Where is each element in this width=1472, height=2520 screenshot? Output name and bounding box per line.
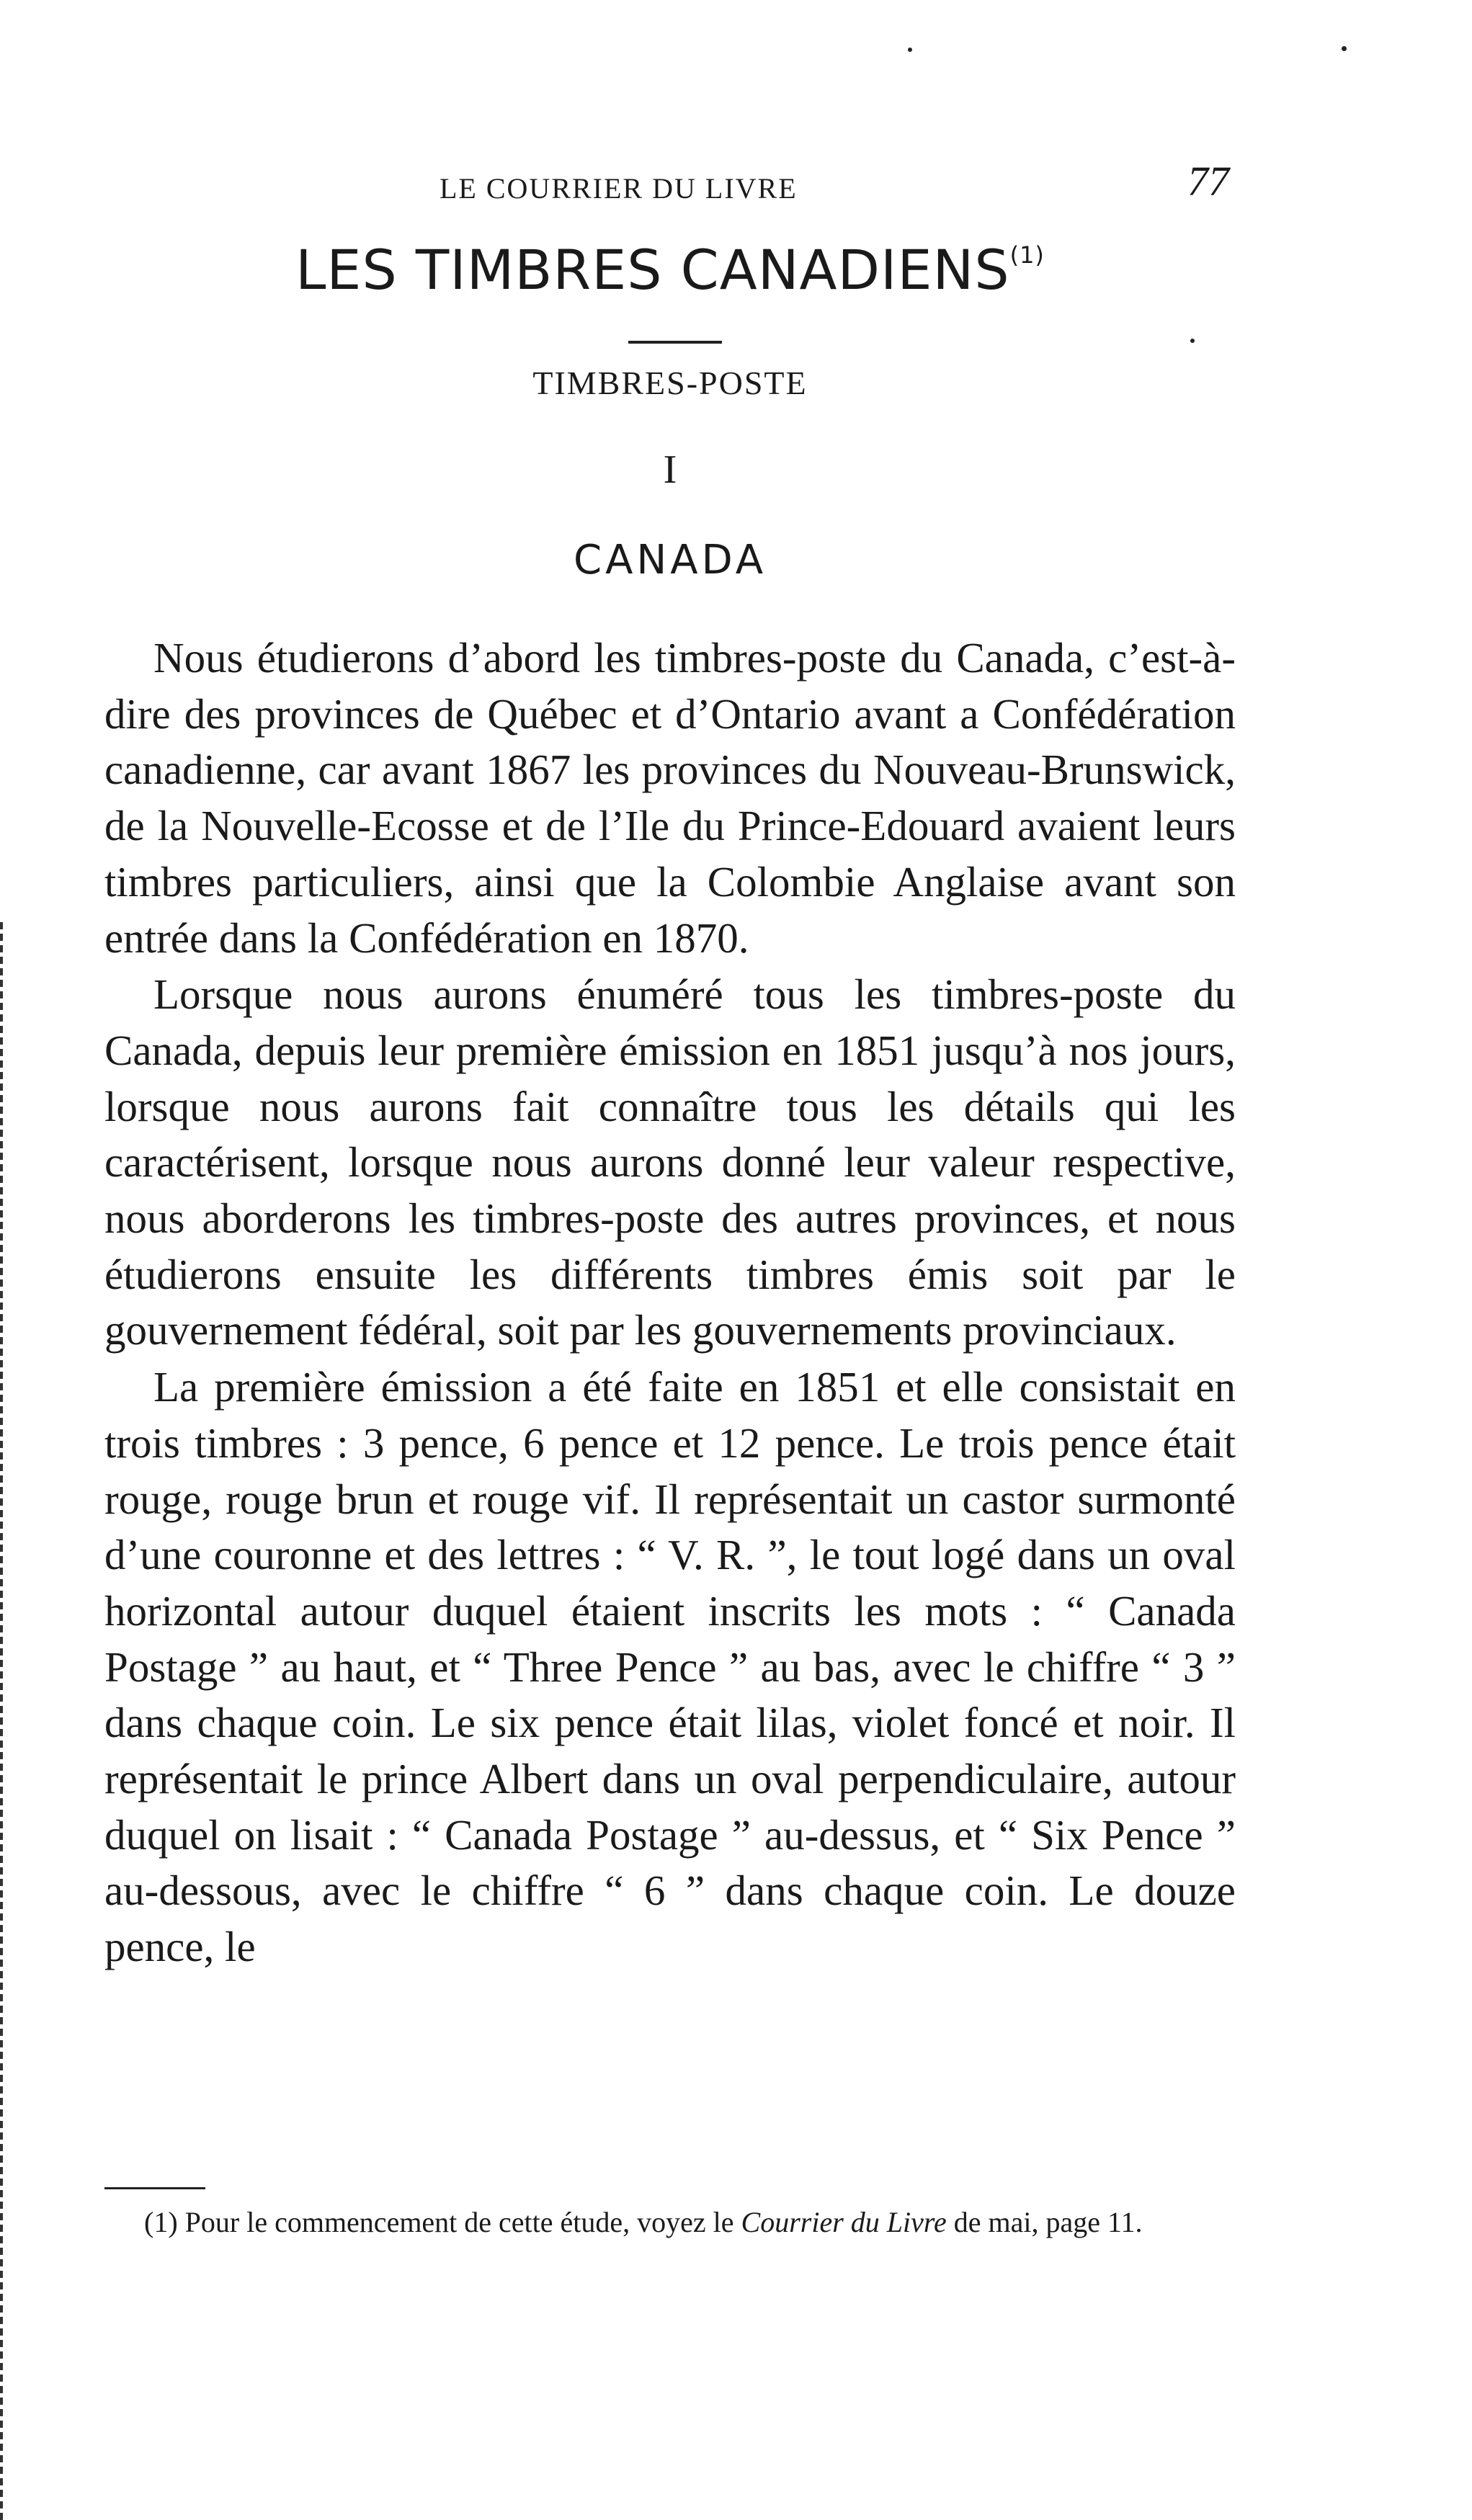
paragraph: Nous étudierons d’abord les timbres-poste du Canada, c’est-à-dire des provinces de Québec et d’Ontario avant a Confédération canadienne, car avant 1867 les provinces du Nouveau-Brunswick, de la Nouvelle-Ecosse et de l’Ile du Prince-Edouard avaient leurs timbres particuliers, ainsi que la Colombie Anglaise avant son entrée dans la Confédération en 1870. [104,634,1236,962]
article-title [0,238,1340,302]
title-rule [628,341,722,344]
scan-speck [1190,339,1195,343]
paragraph: La première émission a été faite en 1851 et elle consistait en trois timbres : 3 pence, 6 pence et 12 pence. Le trois pence était rouge, rouge brun et rouge vif. Il représentait un castor surmonté d’une couronne et des lettres : “ V. R. ”, le tout logé dans un oval horizontal autour duquel étaient inscrits les mots : “ Canada Postage ” au haut, et “ Three Pence ” au bas, avec le chiffre “ 3 ” dans chaque coin. Le six pence était lilas, violet foncé et noir. Il représentait le prince Albert dans un oval perpendiculaire, autour duquel on lisait : “ Canada Postage ” au-dessus, et “ Six Pence ” au-dessous, avec le chiffre “ 6 ” dans chaque coin. Le douze pence, le [104,1363,1236,1971]
section-title: TIMBRES-POSTE [532,365,808,401]
running-head: LE COURRIER DU LIVRE [440,172,798,205]
footnote-journal-title: Courrier du Livre [741,2206,947,2238]
subsection-title: CANADA [573,537,767,584]
footnote-text: (1) Pour le commencement de cette étude, voyez le [144,2206,741,2238]
footnote [104,2207,1228,2238]
article-title-text: LES TIMBRES CANADIENS [295,238,1010,302]
scan-speck [908,48,912,52]
body-text [104,630,1236,1976]
footnote-rule [104,2187,205,2189]
scan-speck [1342,46,1347,51]
footnote-text-end: de mai, page 11. [946,2206,1143,2238]
scan-edge-mark [0,922,3,2520]
footnote-marker: (1) [1009,241,1045,269]
page-number: 77 [1187,158,1229,205]
section-number: I [663,447,677,492]
paragraph: Lorsque nous aurons énuméré tous les timbres-poste du Canada, depuis leur première émission en 1851 jusqu’à nos jours, lorsque nous aurons fait connaître tous les détails qui les caractérisent, lorsque nous aurons donné leur valeur respective, nous aborderons les timbres-poste des autres provinces, et nous étudierons ensuite les différents timbres émis soit par le gouvernement fédéral, soit par les gouvernements provinciaux. [104,970,1236,1354]
